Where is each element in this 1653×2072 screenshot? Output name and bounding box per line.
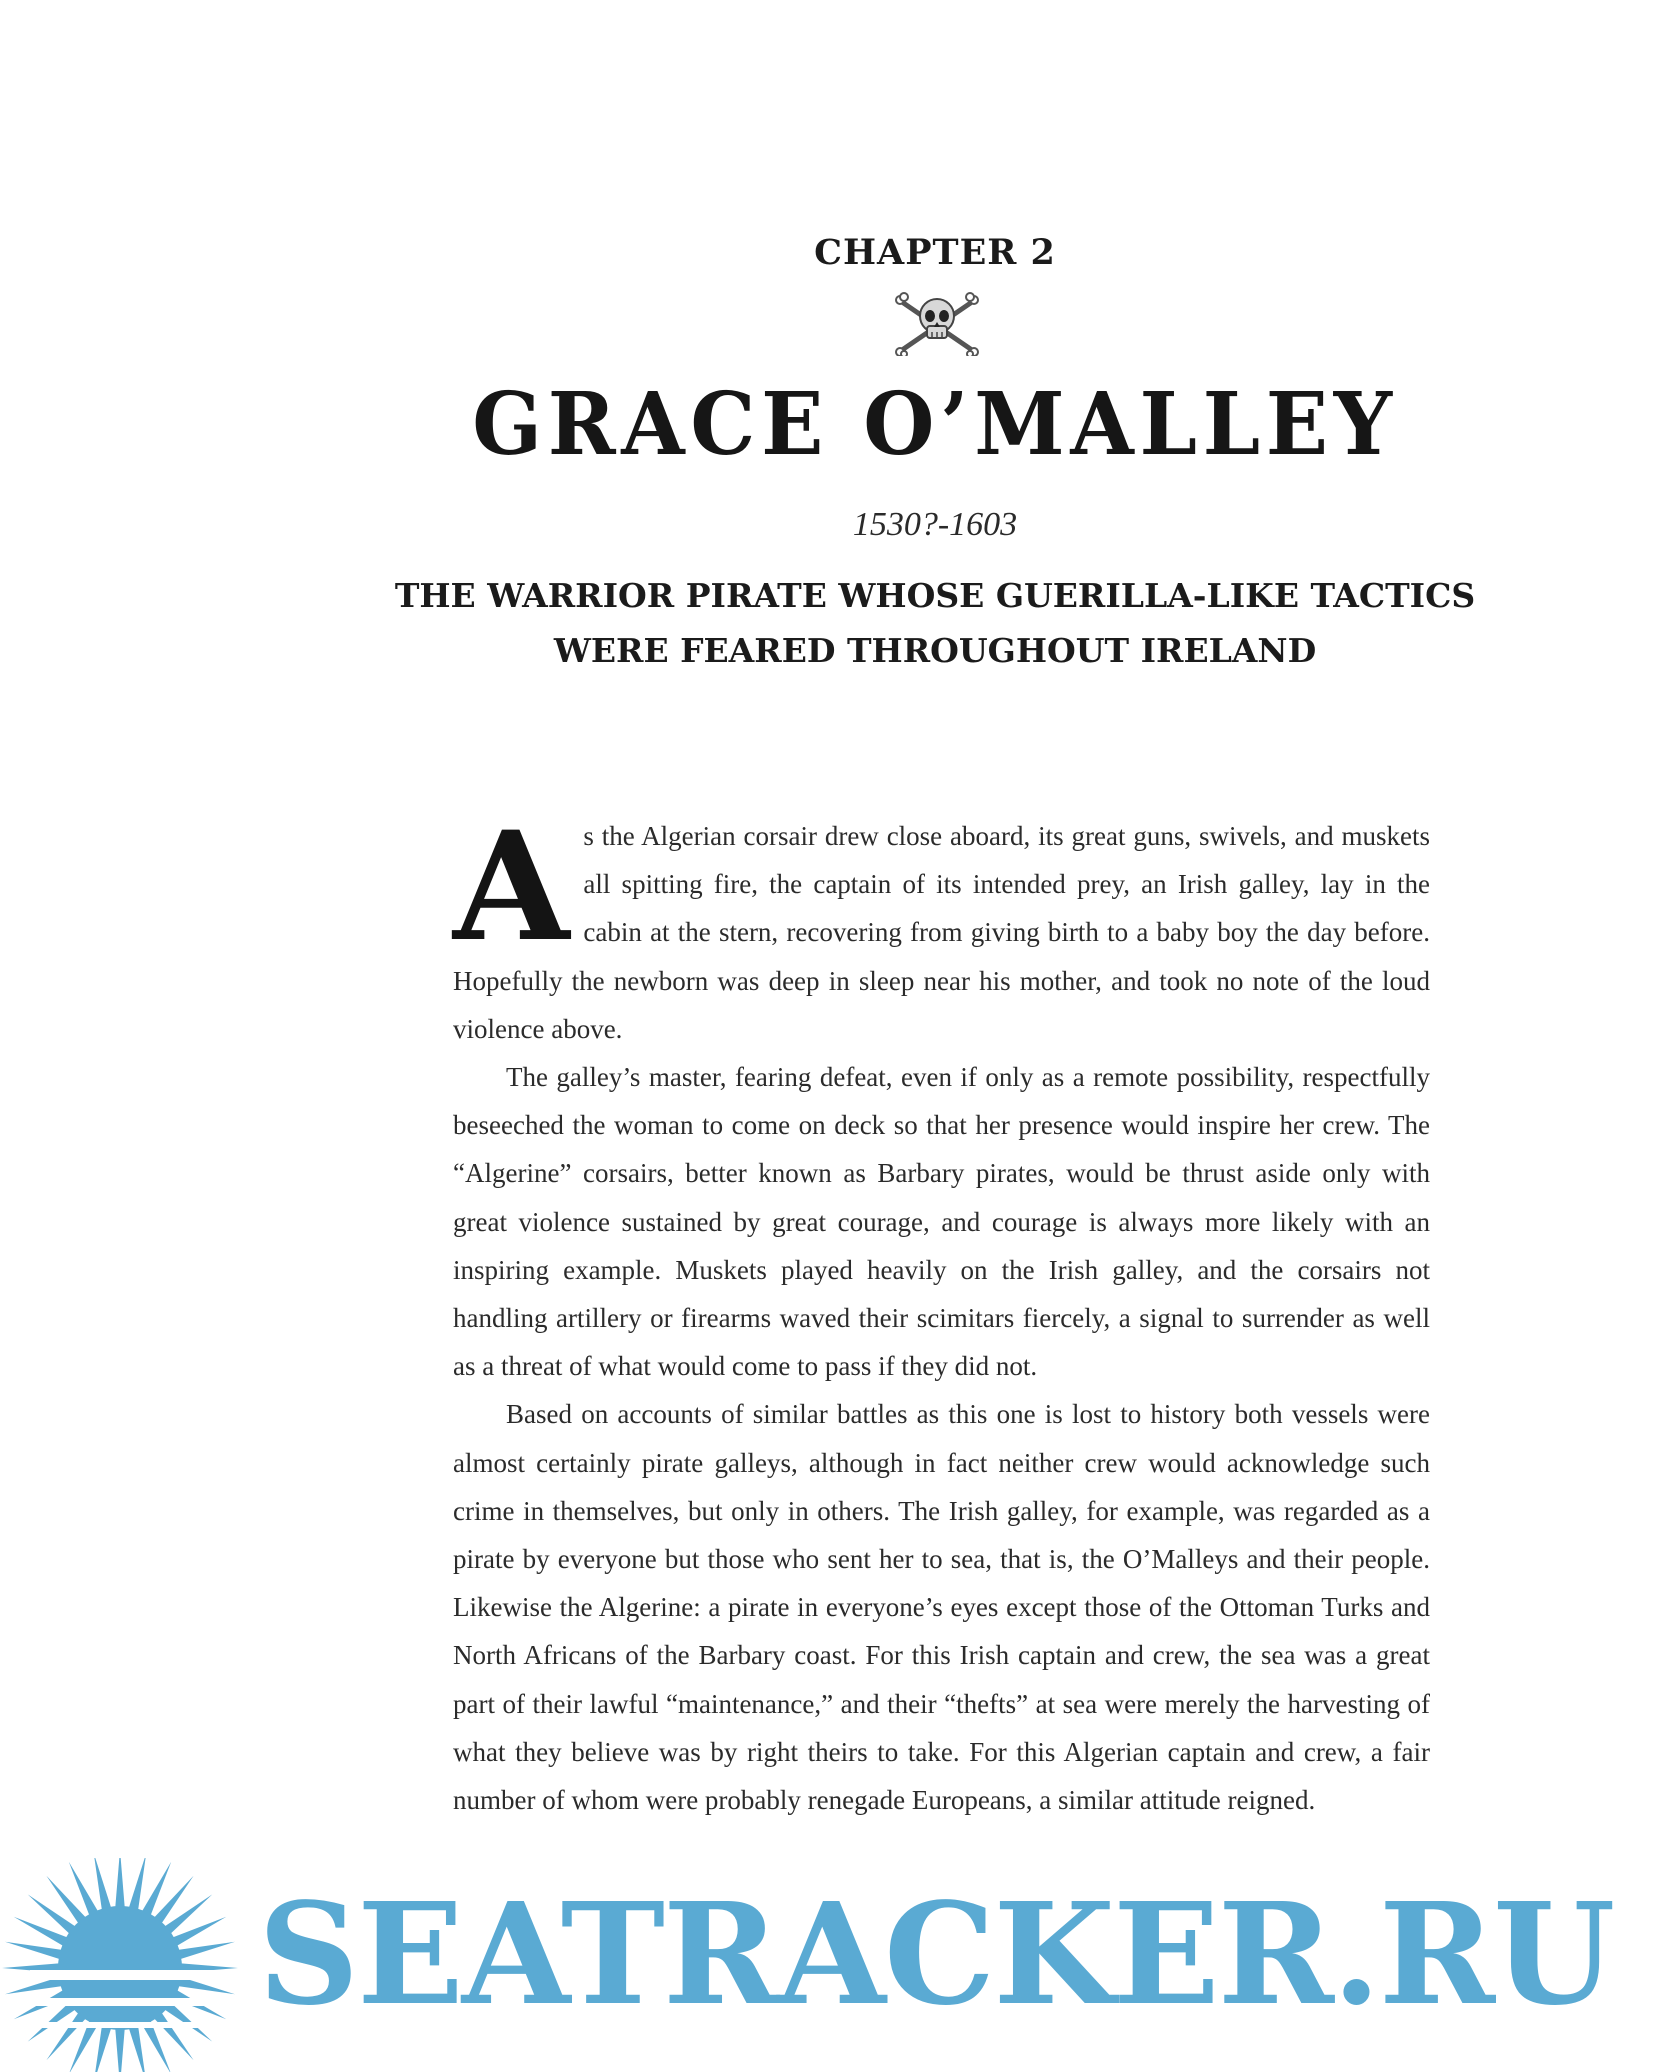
watermark-text: SEATRACKER.RU [258, 1873, 1614, 2037]
sun-icon [0, 1858, 250, 2072]
skull-crossbones-icon [894, 292, 980, 356]
sun-ray [94, 1858, 112, 1911]
drop-cap: A [453, 799, 570, 975]
paragraph-1 [453, 799, 1430, 1053]
paragraph-2: The galley’s master, fearing defeat, even if only as a remote possibility, respectfully beseeched the woman to come on deck so that her presence would inspire her crew. The “Algerine” corsairs, better known as Barbary pirates, would be thrust aside only with great violence sustained by great courage, and courage is always more likely with an inspiring example. Muskets played heavily on the Irish galley, and the corsairs not handling artillery or firearms waved their scimitars fiercely, a signal to surrender as well as a threat of what would come to pass if they did not. [453, 1062, 1430, 1382]
sun-ray [177, 1942, 235, 1960]
sun-ray [129, 2025, 147, 2072]
sun-ray [115, 1858, 125, 1908]
chapter-subtitle: THE WARRIOR PIRATE WHOSE GUERILLA-LIKE TACTICS WERE FEARED THROUGHOUT IRELAND [394, 576, 1476, 670]
sun-ray [5, 1942, 63, 1960]
paragraph-3: Based on accounts of similar battles as this one is lost to history both vessels were almost certainly pirate galleys, although in fact neither crew would acknowledge such crime in themselves, but only in others. The Irish galley, for example, was regarded as a pirate by everyone but those who sent her to sea, that is, the O’Malleys and their people. Likewise the Algerine: a pirate in everyone’s eyes except those of the Ottoman Turks and North Africans of the Barbary coast. For this Irish captain and crew, the sea was a great part of their lawful “maintenance,” and their “thefts” at sea were merely the harvesting of what they believe was by right theirs to take. For this Algerian captain and crew, a fair number of whom were probably renegade Europeans, a similar attitude reigned. [453, 1399, 1430, 1816]
chapter-dates: 1530?-1603 [852, 506, 1018, 543]
sun-ray [94, 2025, 112, 2072]
sun-ray [129, 1858, 147, 1911]
chapter-title: GRACE O’MALLEY [472, 374, 1398, 475]
body-text [453, 799, 1430, 1824]
paragraph-1-text: s the Algerian corsair drew close aboard, its great guns, swivels, and muskets all spitting fire, the captain of its intended prey, an Irish galley, lay in the cabin at the stern, recovering from giving birth to a baby boy the day before. Hopefully the newborn was deep in sleep near his mother, and took no note of the loud violence above. [453, 821, 1430, 1044]
sun-ray [115, 2028, 125, 2072]
chapter-label: CHAPTER 2 [814, 232, 1056, 273]
